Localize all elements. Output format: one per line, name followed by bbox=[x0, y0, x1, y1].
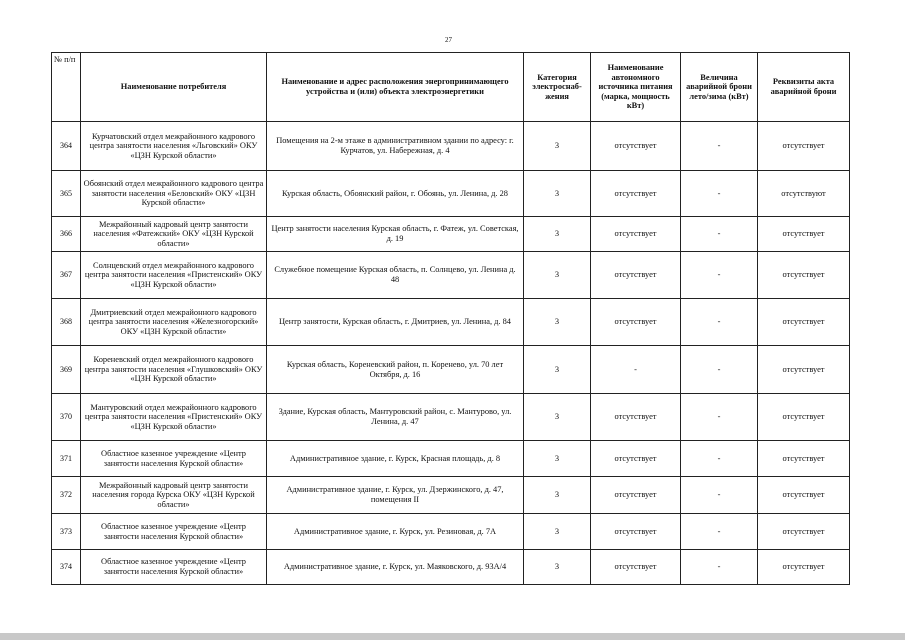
cell-address: Здание, Курская область, Мантуровский район, с. Мантурово, ул. Ленина, д. 47 bbox=[267, 394, 524, 441]
cell-category: 3 bbox=[524, 514, 591, 550]
column-header-power-source: Наименование автономного источника питания (марка, мощность кВт) bbox=[591, 53, 681, 122]
cell-act: отсутствует bbox=[758, 441, 850, 477]
cell-reserve: - bbox=[681, 441, 758, 477]
cell-category: 3 bbox=[524, 299, 591, 346]
cell-address: Помещения на 2-м этаже в административном здании по адресу: г. Курчатов, ул. Набережная, д. 4 bbox=[267, 122, 524, 171]
column-header-category: Категория электроснаб-жения bbox=[524, 53, 591, 122]
cell-consumer: Дмитриевский отдел межрайонного кадрового центра занятости населения «Железногорский» ОКУ «ЦЗН Курской области» bbox=[81, 299, 267, 346]
cell-category: 3 bbox=[524, 441, 591, 477]
cell-category: 3 bbox=[524, 477, 591, 514]
cell-power-source: отсутствует bbox=[591, 252, 681, 299]
cell-address: Административное здание, г. Курск, ул. Дзержинского, д. 47, помещения II bbox=[267, 477, 524, 514]
cell-number: 365 bbox=[52, 171, 81, 217]
table-row bbox=[52, 217, 850, 252]
cell-category: 3 bbox=[524, 252, 591, 299]
cell-reserve: - bbox=[681, 477, 758, 514]
cell-act: отсутствует bbox=[758, 346, 850, 394]
cell-reserve: - bbox=[681, 550, 758, 585]
cell-number: 374 bbox=[52, 550, 81, 585]
cell-act: отсутствует bbox=[758, 252, 850, 299]
cell-consumer: Обоянский отдел межрайонного кадрового центра занятости населения «Беловский» ОКУ «ЦЗН Курской области» bbox=[81, 171, 267, 217]
cell-number: 370 bbox=[52, 394, 81, 441]
cell-reserve: - bbox=[681, 252, 758, 299]
cell-reserve: - bbox=[681, 346, 758, 394]
column-header-number: № п/п bbox=[52, 53, 81, 122]
cell-consumer: Солнцевский отдел межрайонного кадрового центра занятости населения «Пристенский» ОКУ «ЦЗН Курской области» bbox=[81, 252, 267, 299]
column-header-act: Реквизиты акта аварийной брони bbox=[758, 53, 850, 122]
cell-consumer: Курчатовский отдел межрайонного кадрового центра занятости населения «Льговский» ОКУ «ЦЗН Курской области» bbox=[81, 122, 267, 171]
cell-category: 3 bbox=[524, 346, 591, 394]
table-row bbox=[52, 394, 850, 441]
cell-power-source: отсутствует bbox=[591, 477, 681, 514]
cell-act: отсутствуют bbox=[758, 171, 850, 217]
cell-act: отсутствует bbox=[758, 122, 850, 171]
cell-address: Административное здание, г. Курск, Красная площадь, д. 8 bbox=[267, 441, 524, 477]
cell-power-source: отсутствует bbox=[591, 394, 681, 441]
column-header-reserve: Величина аварийной брони лето/зима (кВт) bbox=[681, 53, 758, 122]
cell-act: отсутствует bbox=[758, 550, 850, 585]
cell-act: отсутствует bbox=[758, 477, 850, 514]
cell-number: 368 bbox=[52, 299, 81, 346]
cell-number: 364 bbox=[52, 122, 81, 171]
cell-reserve: - bbox=[681, 171, 758, 217]
cell-reserve: - bbox=[681, 217, 758, 252]
scan-bottom-edge bbox=[0, 633, 905, 640]
table-row bbox=[52, 252, 850, 299]
cell-consumer: Областное казенное учреждение «Центр занятости населения Курской области» bbox=[81, 441, 267, 477]
cell-category: 3 bbox=[524, 394, 591, 441]
table-row bbox=[52, 171, 850, 217]
cell-address: Административное здание, г. Курск, ул. Маяковского, д. 93А/4 bbox=[267, 550, 524, 585]
cell-act: отсутствует bbox=[758, 514, 850, 550]
cell-consumer: Областное казенное учреждение «Центр занятости населения Курской области» bbox=[81, 514, 267, 550]
energy-reserve-table bbox=[51, 52, 850, 585]
table-row bbox=[52, 122, 850, 171]
cell-power-source: отсутствует bbox=[591, 171, 681, 217]
cell-reserve: - bbox=[681, 299, 758, 346]
cell-power-source: отсутствует bbox=[591, 514, 681, 550]
table-body bbox=[52, 122, 850, 585]
cell-power-source: отсутствует bbox=[591, 441, 681, 477]
cell-act: отсутствует bbox=[758, 394, 850, 441]
cell-power-source: отсутствует bbox=[591, 217, 681, 252]
cell-consumer: Межрайонный кадровый центр занятости населения города Курска ОКУ «ЦЗН Курской области» bbox=[81, 477, 267, 514]
cell-consumer: Областное казенное учреждение «Центр занятости населения Курской области» bbox=[81, 550, 267, 585]
cell-number: 371 bbox=[52, 441, 81, 477]
cell-number: 373 bbox=[52, 514, 81, 550]
cell-category: 3 bbox=[524, 217, 591, 252]
cell-address: Административное здание, г. Курск, ул. Резиновая, д. 7А bbox=[267, 514, 524, 550]
cell-number: 366 bbox=[52, 217, 81, 252]
cell-address: Центр занятости населения Курская область, г. Фатеж, ул. Советская, д. 19 bbox=[267, 217, 524, 252]
cell-power-source: - bbox=[591, 346, 681, 394]
cell-address: Центр занятости, Курская область, г. Дмитриев, ул. Ленина, д. 84 bbox=[267, 299, 524, 346]
cell-act: отсутствует bbox=[758, 217, 850, 252]
table-row bbox=[52, 550, 850, 585]
table-row bbox=[52, 346, 850, 394]
cell-address: Курская область, Обоянский район, г. Обоянь, ул. Ленина, д. 28 bbox=[267, 171, 524, 217]
cell-number: 369 bbox=[52, 346, 81, 394]
cell-consumer: Кореневский отдел межрайонного кадрового центра занятости населения «Глушковский» ОКУ «ЦЗН Курской области» bbox=[81, 346, 267, 394]
cell-reserve: - bbox=[681, 394, 758, 441]
cell-address: Курская область, Кореневский район, п. Коренево, ул. 70 лет Октября, д. 16 bbox=[267, 346, 524, 394]
cell-act: отсутствует bbox=[758, 299, 850, 346]
cell-power-source: отсутствует bbox=[591, 299, 681, 346]
cell-category: 3 bbox=[524, 122, 591, 171]
cell-power-source: отсутствует bbox=[591, 122, 681, 171]
table-row bbox=[52, 299, 850, 346]
cell-power-source: отсутствует bbox=[591, 550, 681, 585]
cell-reserve: - bbox=[681, 514, 758, 550]
cell-number: 372 bbox=[52, 477, 81, 514]
cell-category: 3 bbox=[524, 171, 591, 217]
cell-address: Служебное помещение Курская область, п. Солнцево, ул. Ленина д. 48 bbox=[267, 252, 524, 299]
column-header-address: Наименование и адрес расположения энергопринимающего устройства и (или) объекта электроэнергетики bbox=[267, 53, 524, 122]
table-row bbox=[52, 514, 850, 550]
table-header-row bbox=[52, 53, 850, 122]
cell-consumer: Межрайонный кадровый центр занятости населения «Фатежский» ОКУ «ЦЗН Курской области» bbox=[81, 217, 267, 252]
cell-reserve: - bbox=[681, 122, 758, 171]
table-row bbox=[52, 477, 850, 514]
table-row bbox=[52, 441, 850, 477]
cell-category: 3 bbox=[524, 550, 591, 585]
cell-consumer: Мантуровский отдел межрайонного кадрового центра занятости населения «Пристенский» ОКУ «ЦЗН Курской области» bbox=[81, 394, 267, 441]
column-header-consumer: Наименование потребителя bbox=[81, 53, 267, 122]
cell-number: 367 bbox=[52, 252, 81, 299]
page-number: 27 bbox=[445, 36, 452, 44]
